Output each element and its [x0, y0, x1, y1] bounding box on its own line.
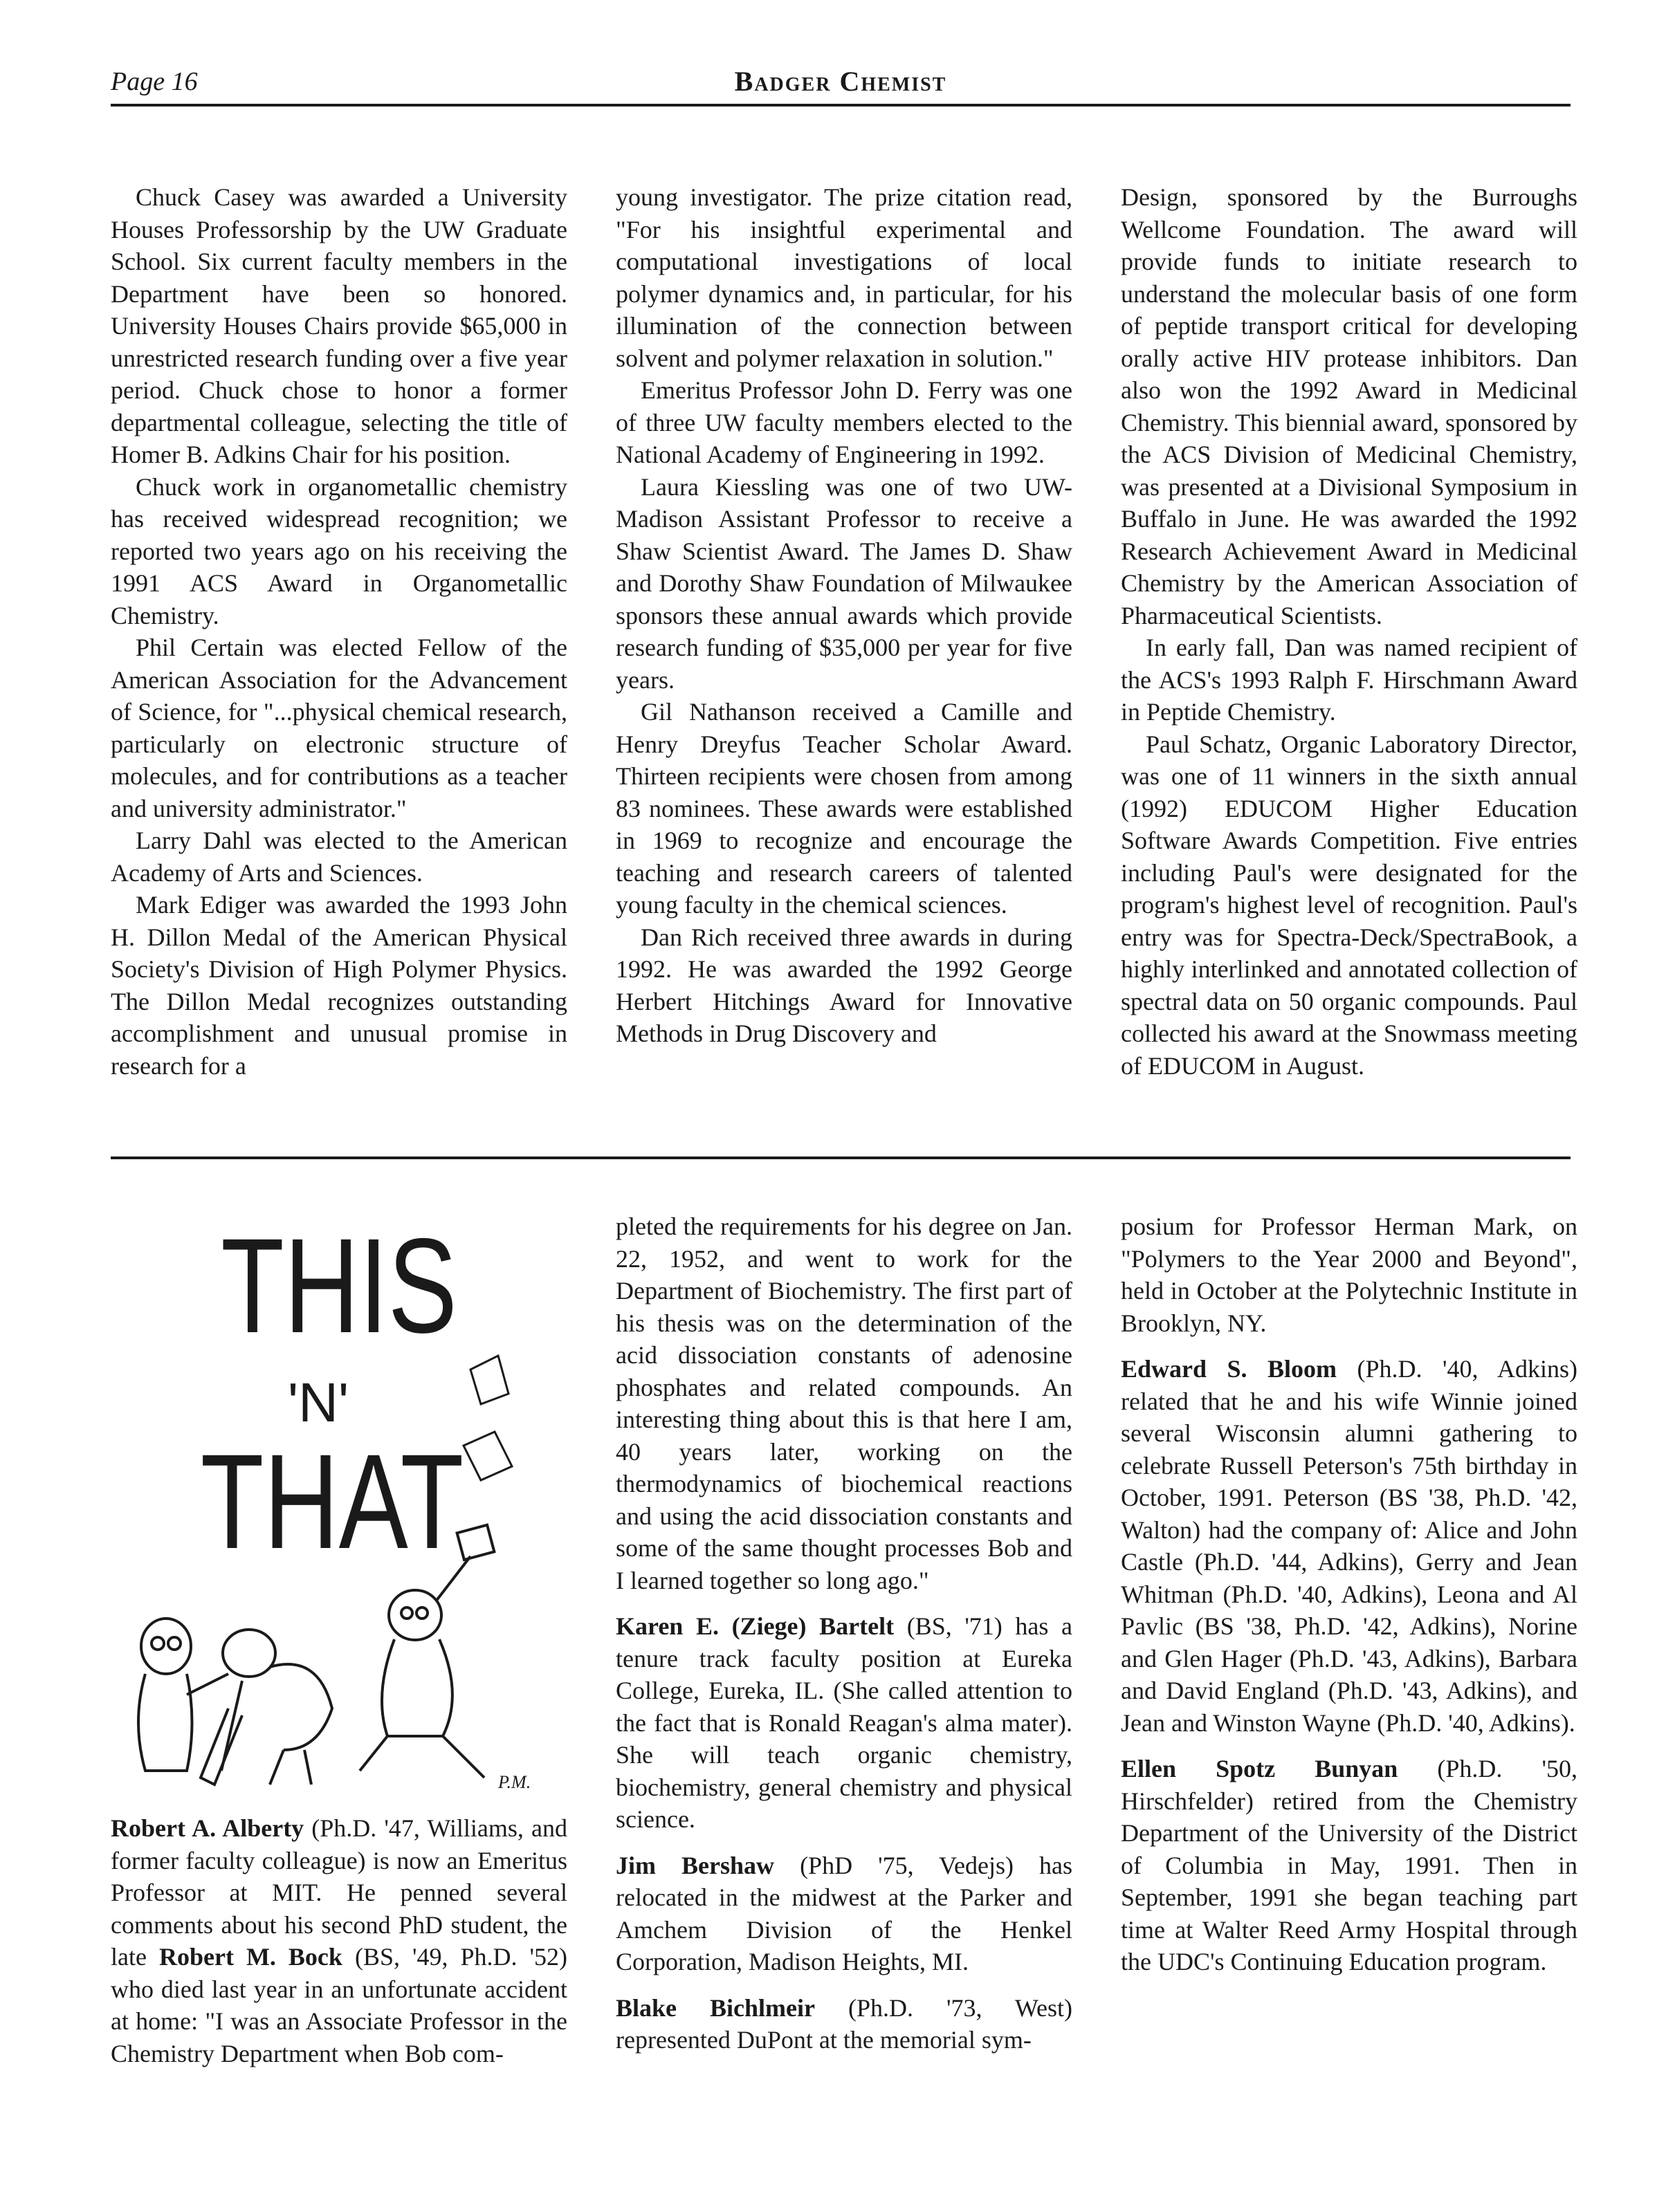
note-text: (BS, '71) has a tenure track faculty position at Eureka College, Eureka, IL. (She called attention to the fact that is Ronald Reagan's alma mater). She will teach organic chemistry, biochemistry, general chemistry and physical science. — [616, 1612, 1072, 1833]
bottom-column-3 — [1121, 1210, 1577, 1978]
alumni-note — [616, 1610, 1072, 1836]
cartoon-illustration — [111, 1224, 567, 1798]
note-text: (Ph.D. '73, West) represented DuPont at the memorial sym- — [616, 1993, 1072, 2054]
paragraph-continued: pleted the requirements for his degree on Jan. 22, 1952, and went to work for the Department of Biochemistry. The first part of his thesis was on the determination of the acid dissociation constants of adenosine phosphates and related compounds. An interesting thing about this is that here I am, 40 years later, working on the thermodynamics of biochemical reactions and using the acid dissociation constants and some of the same thought processes Bob and I learned together so long ago." — [616, 1213, 1072, 1594]
page-number: Page 16 — [111, 67, 198, 96]
paragraph: Larry Dahl was elected to the American Academy of Arts and Sciences. — [111, 827, 567, 887]
this-n-that-banner — [111, 1224, 567, 1798]
note-text: (BS, '49, Ph.D. '52) who died last year in an unfortunate accident at home: "I was an Associate Professor in the Chemistry Department when Bob com- — [111, 1943, 567, 2067]
top-column-3 — [1121, 181, 1577, 1082]
paragraph-continued: Design, sponsored by the Burroughs Wellcome Foundation. The award will provide funds to initiate research to understand the molecular basis of one form of peptide transport critical for developing orally active HIV protease inhibitors. Dan also won the 1992 Award in Medicinal Chemistry. This biennial award, sponsored by the ACS Division of Medicinal Chemistry, was presented at a Divisional Symposium in Buffalo in June. He was awarded the 1992 Research Achievement Award in Medicinal Chemistry by the American Association of Pharmaceutical Scientists. — [1121, 183, 1577, 629]
paragraph: In early fall, Dan was named recipient of the ACS's 1993 Ralph F. Hirschmann Award in Peptide Chemistry. — [1121, 634, 1577, 726]
paragraph: Emeritus Professor John D. Ferry was one of three UW faculty members elected to the National Academy of Engineering in 1992. — [616, 376, 1072, 468]
page-header — [111, 64, 1571, 101]
paragraph: Dan Rich received three awards in during 1992. He was awarded the 1992 George Herbert Hitchings Award for Innovative Methods in Drug Discovery and — [616, 923, 1072, 1047]
paragraph: Phil Certain was elected Fellow of the American Association for the Advancement of Science, for "...physical chemical research, particularly on electronic structure of molecules, and for contributions as a teacher and university administrator." — [111, 634, 567, 822]
paper-sheet-icon — [464, 1432, 512, 1480]
person-name: Edward S. Bloom — [1121, 1355, 1337, 1383]
publication-title: Badger Chemist — [734, 66, 947, 97]
alumni-note — [1121, 1353, 1577, 1739]
alumni-note — [1121, 1753, 1577, 1978]
paragraph: Laura Kiessling was one of two UW-Madison Assistant Professor to receive a Shaw Scientist Award. The James D. Shaw and Dorothy Shaw Foundation of Milwaukee sponsors these annual awards which provide research funding of $35,000 per year for five years. — [616, 472, 1072, 694]
paragraph: Gil Nathanson received a Camille and Henry Dreyfus Teacher Scholar Award. Thirteen recipients were chosen from among 83 nominees. These awards were established in 1969 to recognize and encourage the teaching and research careers of talented young faculty in the chemical sciences. — [616, 698, 1072, 919]
alumni-note — [616, 1850, 1072, 1978]
person-name: Karen E. (Ziege) Bartelt — [616, 1612, 895, 1640]
paragraph-continued: young investigator. The prize citation read, "For his insightful experimental and computational investigations of local polymer dynamics and, in particular, for his illumination of the connection between solvent and polymer relaxation in solution." — [616, 183, 1072, 372]
paper-sheet-icon — [470, 1356, 509, 1404]
person-name: Blake Bichlmeir — [616, 1993, 815, 2022]
artist-signature: P.M. — [498, 1772, 531, 1792]
scientist-figure-middle — [201, 1630, 332, 1785]
scientist-figure-left — [138, 1619, 228, 1771]
paragraph: Paul Schatz, Organic Laboratory Director, was one of 11 winners in the sixth annual (1992) EDUCOM Higher Education Software Awards Competition. Five entries including Paul's were designated for the program's highest level of recognition. Paul's entry was for Spectra-Deck/SpectraBook, a highly interlinked and annotated collection of spectral data on 50 organic compounds. Paul collected his award at the Snowmass meeting of EDUCOM in August. — [1121, 730, 1577, 1080]
person-name: Robert M. Bock — [158, 1943, 342, 1971]
person-name: Ellen Spotz Bunyan — [1121, 1755, 1398, 1782]
person-name: Jim Bershaw — [616, 1851, 775, 1879]
top-column-2 — [616, 181, 1072, 1050]
alumni-note — [111, 1812, 567, 2070]
bottom-column-2 — [616, 1210, 1072, 2056]
bottom-column-1 — [111, 1812, 567, 2070]
paragraph-continued: posium for Professor Herman Mark, on "Polymers to the Year 2000 and Beyond", held in October at the Polytechnic Institute in Brooklyn, NY. — [1121, 1213, 1577, 1337]
header-rule — [111, 104, 1571, 107]
banner-word-n: 'N' — [287, 1372, 349, 1433]
paragraph: Mark Ediger was awarded the 1993 John H. Dillon Medal of the American Physical Society's Division of High Polymer Physics. The Dillon Medal recognizes outstanding accomplishment and unusual promise in research for a — [111, 891, 567, 1080]
alumni-note — [616, 1992, 1072, 2056]
banner-word-this: THIS — [221, 1224, 457, 1361]
top-column-1 — [111, 181, 567, 1082]
note-text: (PhD '75, Vedejs) has relocated in the midwest at the Parker and Amchem Division of the Henkel Corporation, Madison Heights, MI. — [616, 1851, 1072, 1975]
banner-word-that: THAT — [200, 1426, 464, 1577]
paragraph: Chuck Casey was awarded a University Houses Professorship by the UW Graduate School. Six current faculty members in the Department have been so honored. University Houses Chairs provide $65,000 in unrestricted research funding over a five year period. Chuck chose to honor a former departmental colleague, selecting the title of Homer B. Adkins Chair for his position. — [111, 183, 567, 468]
note-text: (Ph.D. '47, Williams, and former faculty colleague) is now an Emeritus Professor at MIT. He penned several comments about his second PhD student, the late — [111, 1814, 567, 1971]
note-text: (Ph.D. '40, Adkins) related that he and his wife Winnie joined several Wisconsin alumni gathering to celebrate Russell Peterson's 75th birthday in October, 1991. Peterson (BS '38, Ph.D. '42, Walton) had the company of: Alice and John Castle (Ph.D. '44, Adkins), Gerry and Jean Whitman (Ph.D. '40, Adkins), Leona and Al Pavlic (BS '38, Ph.D. '42, Adkins), Norine and Glen Hager (Ph.D. '43, Adkins), Barbara and David England (Ph.D. '43, Adkins), and Jean and Winston Wayne (Ph.D. '40, Adkins). — [1121, 1355, 1577, 1737]
section-divider-rule — [111, 1156, 1571, 1159]
note-text: (Ph.D. '50, Hirschfelder) retired from the Chemistry Department of the University of the District of Columbia in May, 1991. Then in September, 1991 she began teaching part time at Walter Reed Army Hospital through the UDC's Continuing Education program. — [1121, 1755, 1577, 1975]
paragraph: Chuck work in organometallic chemistry has received widespread recognition; we reported two years ago on his receiving the 1991 ACS Award in Organometallic Chemistry. — [111, 472, 567, 629]
person-name: Robert A. Alberty — [111, 1814, 304, 1842]
